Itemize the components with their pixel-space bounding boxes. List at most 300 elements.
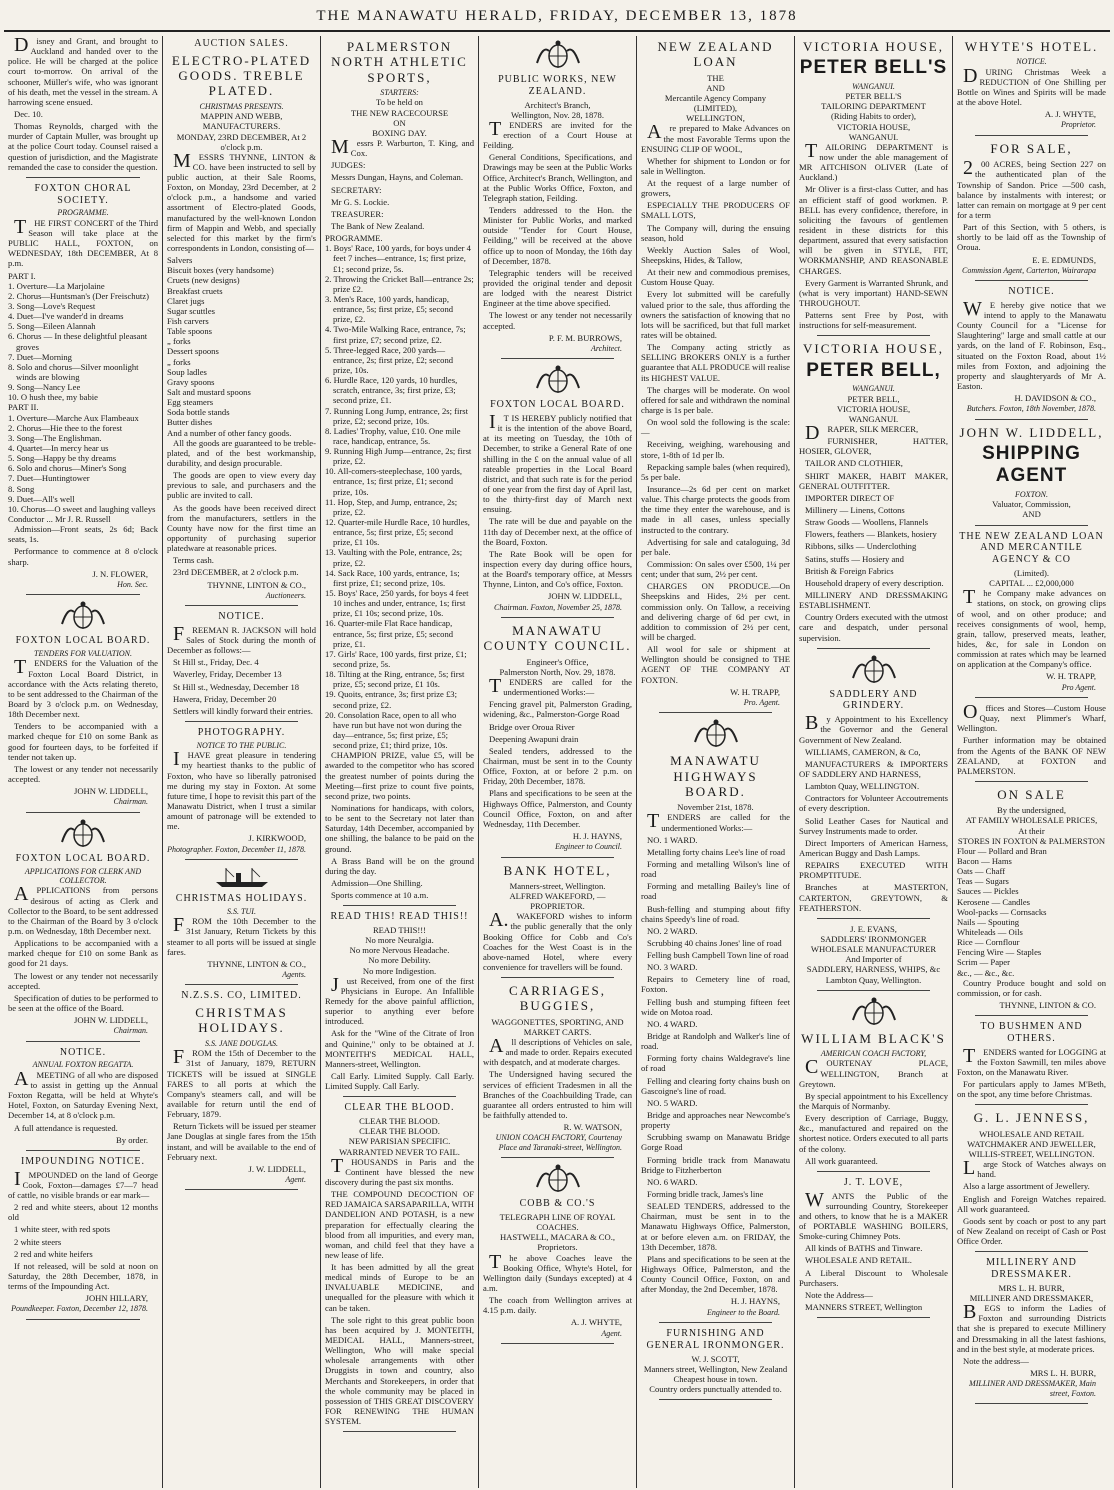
signature: JOHN HILLARY, <box>85 1293 148 1304</box>
paragraph: For particulars apply to James M'Beth, on the spot, any time before Christmas. <box>957 1079 1106 1100</box>
signature-title: Pro Agent. <box>1061 682 1096 692</box>
advertisement-block <box>325 1102 474 1426</box>
advertisement-block <box>957 425 1106 520</box>
advertisement-block <box>957 1110 1106 1246</box>
paragraph: THE COMPOUND DECOCTION OF RED JAMAICA SARSAPARILLA, WITH DANDELION AND POTASH, is a new preparation for effectually clearing the blood from all impurities, and every man, woman, and child feel that they have a new lease of life. <box>325 1189 474 1260</box>
block-subheading: TENDERS FOR VALUATION. <box>34 649 132 659</box>
advertisement-block <box>325 911 474 1091</box>
centered-line: (Riding Habits to order), <box>831 111 916 122</box>
advertisement-block <box>799 39 948 330</box>
block-title: MANAWATU HIGHWAYS BOARD. <box>670 753 761 799</box>
block-title: BANK HOTEL, <box>503 862 612 878</box>
signature-title: Agent. <box>601 1328 622 1338</box>
centered-line: THE <box>707 72 724 83</box>
paragraph: Whether for shipment to London or for sale in Wellington. <box>641 155 790 176</box>
list-item: PROGRAMME. <box>325 233 383 244</box>
centered-line: Manners-street, Wellington. <box>509 880 606 891</box>
block-title: NEW ZEALAND LOAN <box>657 39 774 70</box>
block-heading: TO BUSHMEN AND OTHERS. <box>980 1021 1083 1044</box>
paragraph: The lowest or any tender not necessarily accepted. <box>8 970 158 991</box>
advertisement-block <box>167 990 316 1184</box>
list-item: Butter dishes <box>167 417 213 428</box>
crest-emblem-icon <box>693 718 739 750</box>
list-item: 2. Chorus—Huntsman's (Der Freischutz) <box>8 290 149 301</box>
centered-line: At their <box>1018 825 1045 836</box>
paragraph: Mr Oliver is a first-class Cutter, and has an efficient staff of good workmen. P. BELL has every confidence, therefore, in soliciting the favours of gentlemen resident in these districts for this department, assured that every satisfaction will be given in STYLE, FIT, WORKMANSHIP, AND REASONABLE CHARGES. <box>799 184 948 276</box>
centered-line: WELLINGTON, <box>686 113 745 124</box>
paragraph: 2 red and white steers, about 12 months old <box>8 1202 158 1223</box>
signature: J. KIRKWOOD, <box>248 833 306 844</box>
list-item: 15. Boys' Race, 250 yards, for boys 4 feet 10 inches and under, entrance, 1s; first prize, £1 10s; second prize, 10s. <box>325 588 469 619</box>
paragraph: Solid Leather Cases for Nautical and Survey Instruments made to order. <box>799 815 948 836</box>
paragraph: FROM the 15th of December to the 31st of January, 1879, RETURN TICKETS will be issued at SINGLE FARES to all ports at which the Company's steamers call, and will be available for return until the end of February, 1879. <box>167 1046 316 1120</box>
block-title: WHYTE'S HOTEL. <box>964 39 1099 54</box>
divider-rule <box>26 812 140 813</box>
signature-title: Agent. <box>285 1174 306 1184</box>
paragraph: Plans and specifications to be seen at the Highways Office, Palmerston, and County Council Office, Foxton, on and after Wednesday, 11th December. <box>483 788 632 829</box>
centered-line: CLEAR THE BLOOD. <box>359 1126 440 1137</box>
crest-emblem-icon <box>535 1163 581 1195</box>
advertisement-block <box>957 141 1106 275</box>
paragraph: CHARGES ON PRODUCE.—On Sheepskins and Hides, 2½ per cent. commission only. On Tallow, a receiving and delivering charge of 6d per cwt, in addition to commission of 2½ per cent, will be charged. <box>641 581 790 642</box>
paragraph: TAILOR AND CLOTHIER, <box>805 458 903 469</box>
list-item: 10. O hush thee, my babie <box>8 392 98 403</box>
paragraph: SECRETARY: <box>331 184 382 195</box>
paragraph: IT IS HEREBY publicly notified that it is the intention of the above Board, at its meeting on Tuesday, the 10th of December, to strike a General Rate of one shilling in the £ on the annual value of all rateable properties in the Local Board district, and that such rate is for the period of one year from the first day of April last, to the thirty-first day of March next ensuing. <box>483 411 632 515</box>
list-item: Dessert spoons <box>167 346 219 357</box>
divider-rule <box>185 859 298 860</box>
list-item: Egg steamers <box>167 397 214 408</box>
paragraph: Bridge over Oroua River <box>489 721 575 732</box>
centered-line: THE NEW RACECOURSE <box>350 107 449 118</box>
advertisement-block <box>799 1177 948 1312</box>
signature: W. H. TRAPP, <box>1046 671 1096 682</box>
list-item: 2. Throwing the Cricket Ball—entrance 2s; prize £2. <box>325 273 474 294</box>
list-item: Scrim — Paper <box>957 957 1010 968</box>
paragraph: Scrubbing swamp on Manawatu Bridge Gorge Road <box>641 1132 790 1153</box>
paragraph: Settlers will kindly forward their entries. <box>173 705 313 716</box>
signature: By order. <box>116 1134 148 1145</box>
block-subheading: WANGANUI. <box>852 81 895 91</box>
block-subheading: AMERICAN COACH FACTORY, <box>820 1048 927 1058</box>
list-item: Teas — Sugars <box>957 876 1009 887</box>
block-subheading: FOXTON. <box>1015 489 1048 499</box>
list-item: 14. Sack Race, 100 yards, entrance, 1s; first prize, £1; second prize, 10s. <box>325 567 460 588</box>
centered-line: VICTORIA HOUSE, <box>836 121 911 132</box>
list-item: 3. Song—Love's Request <box>8 300 96 311</box>
centered-line: Manners street, Wellington, New Zealand <box>643 1363 788 1374</box>
divider-rule <box>26 1150 140 1151</box>
paragraph: Specification of duties to be performed to be seen at the office of the Board. <box>8 992 158 1013</box>
paragraph: All wool for sale or shipment at Wellington should be consigned to THE AGENT OF THE COMPANY AT FOXTON. <box>641 644 790 685</box>
advertisement-block <box>957 1257 1106 1398</box>
centered-line: WATCHMAKER AND JEWELLER, <box>967 1138 1096 1149</box>
crest-emblem-icon <box>60 600 106 632</box>
centered-line: WARRANTED NEVER TO FAIL. <box>339 1146 460 1157</box>
list-item: 5. Song—Happy be thy dreams <box>8 453 117 464</box>
advertisement-block <box>8 1156 158 1314</box>
paragraph: Hawera, Friday, December 20 <box>173 693 277 704</box>
centered-line: MAPPIN AND WEBB, MANUFACTURERS. <box>200 111 283 132</box>
list-item: 8. Ladies' Trophy, value, £10. One mile race, handicap, entrance, 5s. <box>325 425 461 446</box>
column-2 <box>162 36 320 1488</box>
signature: A. J. WHYTE, <box>570 1317 622 1328</box>
paragraph: Forming and metalling Bailey's line of road <box>641 881 790 902</box>
signature-title: Chairman. <box>113 1026 148 1036</box>
paragraph: 2 white steers <box>14 1236 62 1247</box>
centered-line: CAPITAL ... £2,000,000 <box>989 578 1074 589</box>
centered-line: Valuator, Commission, <box>992 499 1071 510</box>
paragraph: THOUSANDS in Paris and the Continent have blessed the new discovery during the past six months. <box>325 1154 474 1187</box>
block-subheading: ANNUAL FOXTON REGATTA. <box>32 1060 134 1070</box>
centered-line: WHOLESALE AND RETAIL <box>979 1128 1084 1139</box>
centered-line: WAGGONETTES, SPORTING, AND MARKET CARTS. <box>491 1016 624 1037</box>
divider-rule <box>501 1343 614 1344</box>
centered-line: Country orders punctually attended to. <box>649 1384 782 1395</box>
paragraph: Every lot submitted will be carefully valued prior to the sale, thus affording the owners the satisfaction of knowing that no lots will be sacrificed, but that full market rates will be obtained. <box>641 289 790 341</box>
paragraph: The Rate Book will be open for inspection every day during office hours, at the Board's temporary office, at Messrs Thynne, Linton, and Co's office, Foxton. <box>483 548 632 590</box>
paragraph: Direct Importers of American Harness, American Buggy and Dash Lamps. <box>799 837 948 858</box>
advertisement-block <box>799 654 948 913</box>
block-title: VICTORIA HOUSE, <box>803 341 944 357</box>
centered-line: AND <box>1022 509 1041 520</box>
paragraph: Bush-felling and stumping about fifty chains Speedy's line of road. <box>641 903 790 924</box>
signature: A. J. WHYTE, <box>1044 109 1096 120</box>
divider-rule <box>343 905 456 906</box>
signature-title: Engineer to Council. <box>555 842 622 852</box>
paragraph: COURTENAY PLACE, WELLINGTON, Branch at Greytown. <box>799 1056 948 1089</box>
paragraph: St Hill st., Wednesday, December 18 <box>173 681 300 692</box>
paragraph: Fencing gravel pit, Palmerston Grading, widening, &c., Palmerston-Gorge Road <box>483 699 632 720</box>
centered-line: MRS L. H. BURR, <box>998 1282 1065 1293</box>
paragraph: Receiving, weighing, warehousing and store, 1-8th of 1d per lb. <box>641 439 790 460</box>
advertisement-block <box>957 1021 1106 1099</box>
paragraph: The lowest or any tender not necessarily accepted. <box>483 310 632 331</box>
paragraph: Admission—One Shilling. <box>331 877 423 888</box>
divider-rule <box>501 977 614 978</box>
divider-rule <box>501 358 614 359</box>
paragraph: NO. 5 WARD. <box>647 1097 698 1108</box>
block-subheading: NOTICE TO THE PUBLIC. <box>196 740 287 750</box>
block-heading: COBB & CO.'S <box>519 1198 596 1210</box>
list-item: Breakfast cruets <box>167 285 223 296</box>
signature: H. J. HAYNS, <box>572 830 622 841</box>
list-item: 6. Solo and chorus—Miner's Song <box>8 463 127 474</box>
list-item: 12. Quarter-mile Hurdle Race, 10 hurdles, entrance, 5s; first prize, £5; second prize, £1 10s. <box>325 517 470 548</box>
advertisement-block <box>483 364 632 612</box>
advertisement-block <box>167 727 316 854</box>
paragraph: General Conditions, Specifications, and Drawings may be seen at the Public Works Office, Architect's Branch, Wellington, and at the Public Works Office, Foxton, and Telegraph station, Feilding. <box>483 152 632 203</box>
signature-title: Chairman. <box>113 797 148 807</box>
advertisement-block <box>167 38 316 600</box>
paragraph: FURNISHER, HATTER, HOSIER, GLOVER, <box>799 436 948 457</box>
paragraph: 200 ACRES, being Section 227 on the authenticated plan of the Township of Sandon. Price —500 cash, balance by instalments with interest; or latter can remain on mortgage at 9 per cent for a term <box>957 157 1106 220</box>
divider-rule <box>659 1322 772 1323</box>
paragraph: Tenders addressed to the Hon. the Minister for Public Works, and marked outside "Tender for Court House, Feilding," will be received at the above office up to noon of Monday, the 16th day of December, 1878. <box>483 205 632 266</box>
paragraph: SEALED TENDERS, addressed to the Chairman, must be sent in to the Manawatu Highways Office, Palmerston, at or before eleven a.m. on FRIDAY, the 13th December, 1878. <box>641 1201 790 1252</box>
list-item: Salvers <box>167 255 193 266</box>
advertisement-block <box>957 286 1106 414</box>
block-heading: READ THIS! READ THIS!! <box>330 911 469 923</box>
advertisement-block <box>483 623 632 851</box>
paragraph: IMPORTER DIRECT OF <box>805 492 895 503</box>
list-item: PART II. <box>8 402 39 413</box>
advertisement-block <box>167 865 316 979</box>
paragraph: Forming bridle track from Manawatu Bridge to Fitzherberton <box>641 1154 790 1175</box>
paragraph: Waverley, Friday, December 13 <box>173 669 282 680</box>
divider-rule <box>26 1319 140 1320</box>
paragraph: Disney and Grant, and brought to Auckland and handed over to the police. He will be charged at the police court to-morrow. On arrival of the schooner, Müller's wife, who was ignorant of his death, met the vessel in the stream. A harrowing scene ensued. <box>8 36 158 107</box>
signature: JOHN W. LIDDELL, <box>548 591 622 602</box>
paragraph: At their new and commodious premises, Custom House Quay. <box>641 267 790 288</box>
signature: R. W. WATSON, <box>563 1122 622 1133</box>
paragraph: Note the Address— <box>805 1289 873 1300</box>
paragraph: Thomas Reynolds, charged with the murder of Captain Muller, was brought up at the police Court today. Counsel raised a question of jurisdiction, and the Magistrate remanded the case to consider the question. <box>8 121 158 172</box>
paragraph: By Appointment to his Excellency the Governor and the General Government of New Zealand. <box>799 712 948 745</box>
paragraph: WHOLESALE AND RETAIL. <box>805 1255 912 1266</box>
masthead-rule <box>4 30 1110 32</box>
list-item: 7. Running Long Jump, entrance, 2s; first prize, £2; second prize, 10s. <box>325 405 468 426</box>
list-item: 8. Solo and chorus—Silver moonlight winds are blowing <box>8 361 139 382</box>
centered-line: ALFRED WAKEFORD, — PROPRIETOR. <box>509 890 606 912</box>
paragraph: On wool sold the following is the scale:— <box>641 417 790 438</box>
columns <box>4 36 1110 1488</box>
column-5 <box>636 36 794 1488</box>
advertisement-block <box>799 996 948 1166</box>
list-item: Whiteleads — Oils <box>957 926 1023 937</box>
signature: THYNNE, LINTON & CO. <box>999 999 1096 1010</box>
block-subheading: CHRISTMAS PRESENTS. <box>199 101 284 111</box>
centered-line: Palmerston North, Nov. 29, 1878. <box>499 666 616 677</box>
paragraph: Ask for the "Wine of the Citrate of Iron and Quinine," only to be obtained at J. MONTEITH'S MEDICAL HALL, Manners-street, Wellington. <box>325 1028 474 1069</box>
block-subheading: APPLICATIONS FOR CLERK AND COLLECTOR. <box>24 866 142 885</box>
centered-line: And Importer of <box>845 954 902 965</box>
block-heading: NOTICE. <box>218 611 265 623</box>
list-item: „ forks <box>167 336 191 347</box>
paragraph: 23rd DECEMBER, at 2 o'clock p.m. <box>173 567 299 578</box>
divider-rule <box>817 335 930 336</box>
paragraph: Goods sent by coach or post to any part of New Zealand on receipt of Cash or Post Office Order. <box>957 1215 1106 1247</box>
list-item: Wool-packs — Cornsacks <box>957 906 1047 917</box>
centered-line: TELEGRAPH LINE OF ROYAL COACHES. <box>499 1211 616 1233</box>
centered-line: STORES IN FOXTON & PALMERSTON <box>957 835 1106 846</box>
centered-line: PETER BELL'S <box>845 91 902 102</box>
paragraph: Forming and metalling Wilson's line of road <box>641 858 790 880</box>
paragraph: FREEMAN R. JACKSON will hold Sales of Stock during the month of December as follows:— <box>167 622 316 656</box>
display-title: SHIPPING AGENT <box>982 443 1081 487</box>
paragraph: Applications to be accompanied with a marked cheque for £10 on some Bank as good for 21 days. <box>8 938 158 969</box>
list-item: Oats — Chaff <box>957 866 1006 877</box>
block-title: G. L. JENNESS, <box>973 1110 1090 1126</box>
paragraph: Note the address— <box>963 1355 1029 1366</box>
column-1 <box>4 36 162 1488</box>
paragraph: Branches at MASTERTON, CARTERTON, GREYTOWN, & FEATHERSTON. <box>799 882 948 913</box>
paragraph: Sports commence at 10 a.m. <box>331 890 429 901</box>
list-item: Sugar scuttles <box>167 305 215 316</box>
divider-rule <box>975 525 1088 526</box>
advertisement-block <box>8 36 158 172</box>
signature: E. E. EDMUNDS, <box>1032 254 1096 265</box>
signature: H. J. HAYNS, <box>730 1296 780 1307</box>
centered-line: WILLIS-STREET, WELLINGTON. <box>968 1148 1095 1159</box>
block-subheading: S.S. JANE DOUGLAS. <box>204 1038 279 1048</box>
paragraph: All kinds of BATHS and Tinware. <box>805 1243 923 1254</box>
display-title: PETER BELL, <box>806 359 941 381</box>
paragraph: TENDERS are called for the undermentioned Works:— <box>647 810 790 833</box>
steamship-icon <box>212 865 272 889</box>
paragraph: ESPECIALLY THE PRODUCERS OF SMALL LOTS, <box>641 200 790 221</box>
list-item: &c., — &c., &c. <box>957 967 1015 978</box>
paragraph: FROM the 10th December to the 31st January, Return Tickets by this steamer to all ports will be issued at single fares. <box>167 914 316 957</box>
paragraph: The Bank of New Zealand. <box>331 220 425 231</box>
divider-rule <box>817 990 930 991</box>
block-title: CHRISTMAS HOLIDAYS. <box>195 1005 288 1036</box>
block-subheading: S.S. TUI. <box>227 906 256 916</box>
divider-rule <box>501 1157 614 1158</box>
paragraph: The Company acting strictly as SELLING BROKERS ONLY is a further guarantee that ALL PRODUCE will realise its HIGHEST VALUE. <box>641 342 790 383</box>
paragraph: Further information may be obtained from the Agents of the BANK OF NEW ZEALAND, at FOXTON and PALMERSTON. <box>957 735 1106 776</box>
centered-line: (LIMITED), <box>693 103 738 114</box>
advertisement-block <box>483 39 632 353</box>
paragraph: Also a large assortment of Jewellery. <box>963 1181 1090 1192</box>
paragraph: A Brass Band will be on the ground during the day. <box>325 855 474 876</box>
block-heading: FOXTON LOCAL BOARD. <box>15 635 151 647</box>
advertisement-block <box>8 818 158 1036</box>
centered-line: Wellington, Nov. 28, 1878. <box>510 109 605 120</box>
centered-line: WANGANUI. <box>848 131 899 142</box>
paragraph: A full attendance is requested. <box>14 1122 118 1133</box>
list-item: „ forks <box>167 356 191 367</box>
paragraph: Advertising for sale and cataloguing, 3d per bale. <box>641 536 790 557</box>
signature-title: Butchers. Foxton, 18th November, 1878. <box>966 404 1096 414</box>
paragraph: Messrs Dungan, Hayns, and Coleman. <box>331 172 463 183</box>
divider-rule <box>975 1104 1088 1105</box>
block-subheading: STARTERS: <box>380 87 419 97</box>
crest-emblem-icon <box>851 996 897 1028</box>
paragraph: MESSRS THYNNE, LINTON & CO. have been instructed to sell by public auction, at their Sale Rooms, Foxton, on Monday, 23rd December, at 2 o'clock p.m., a handsome and varied assortment of Electro-plated Goods, manufactured by the well-known London firm of Mappin and Webb, and specially selected for this market by the firm's correspondents in London, consisting of— <box>167 149 316 254</box>
centered-line: Mercantile Agency Company <box>664 92 767 103</box>
list-item: Bacon — Hams <box>957 855 1012 866</box>
paragraph: Forming bridle track, James's line <box>647 1189 764 1200</box>
centered-line: To be held on <box>376 97 423 108</box>
block-title: CARRIAGES, BUGGIES, <box>509 983 606 1014</box>
paragraph: The sole right to this great public boon has been acquired by J. MONTEITH, MEDICAL HALL, Manners-street, Wellington, Who will make special wholesale arrangements with other Druggists in town and country, also Merchants and Storekeepers, in order that the whole community may be placed in possession of THIS GREAT DISCOVERY FOR RENEWING THE HUMAN SYSTEM. <box>325 1314 474 1427</box>
paragraph: NO. 4 WARD. <box>647 1018 698 1029</box>
signature-title: Pro. Agent. <box>743 697 780 707</box>
advertisement-block <box>325 39 474 900</box>
paragraph: The Company make advances on stations, on stock, on growing clips of wool, and on other produce; and receives consignments of wool, hemp, grain, tallow, preserved meats, leather, hides, &c, for sale in London on commission at rates which may be learned on application at the Company's office. <box>957 586 1106 670</box>
paragraph: Bridge at Randolph and Walker's line of road. <box>641 1031 790 1052</box>
list-item: PART I. <box>8 270 36 281</box>
paragraph: IHAVE great pleasure in tendering my heartiest thanks to the public of Foxton, who have so liberally patronised me during my stay in Foxton. At some future time, I hope to revisit this part of the Manawatu District, when I trust a similar amount of patronage will be extended to me. <box>167 748 316 832</box>
divider-rule <box>975 1403 1088 1404</box>
centered-line: Engineer's Office, <box>526 656 589 667</box>
list-item: 3. Men's Race, 100 yards, handicap, entrance, 5s; first prize, £5; second prize, £2. <box>325 293 454 325</box>
column-7 <box>952 36 1110 1488</box>
paragraph: At the request of a large number of growers, <box>641 178 790 199</box>
advertisement-block <box>8 600 158 807</box>
paragraph: The charges will be moderate. On wool offered for sale and withdrawn the nominal charge is 1s per bale. <box>641 384 790 416</box>
paragraph: AMEETING of all who are disposed to assist in getting up the Annual Foxton Regatta, will be held at Whyte's Hotel, Foxton, on Saturday Evening Next, December 14, at 8 o'clock p.m. <box>8 1067 158 1121</box>
block-heading: CLEAR THE BLOOD. <box>344 1102 455 1114</box>
list-item: Fish carvers <box>167 316 209 327</box>
paragraph: Straw Goods — Woollens, Flannels <box>805 517 929 528</box>
list-item: 19. Quoits, entrance, 3s; first prize £3; second prize, £2. <box>325 689 457 710</box>
divider-rule <box>185 984 298 985</box>
block-title: ELECTRO-PLATED GOODS. TREBLE PLATED. <box>171 52 312 99</box>
paragraph: Felling bush and stumping fifteen feet wide on Motoa road. <box>641 996 790 1017</box>
block-heading: J. T. LOVE, <box>843 1176 904 1188</box>
list-item: 1. Overture—Marche Aux Flambeaux <box>8 412 139 423</box>
signature: THYNNE, LINTON & CO., <box>207 958 306 969</box>
list-item: Conductor ... Mr J. R. Russell <box>8 513 111 524</box>
paragraph: NO. 3 WARD. <box>647 962 698 973</box>
block-heading: PHOTOGRAPHY. <box>197 727 286 739</box>
paragraph: Lambton Quay, WELLINGTON. <box>805 781 920 792</box>
list-item: Salt and mustard spoons <box>167 387 251 398</box>
paragraph: WE hereby give notice that we intend to apply to the Manawatu County Council for a "License for Slaughtering" large and small cattle at our yards, on the land of F. Robinson, Esq., situated on the Foxton Road, about 1½ miles from Foxton, and adjoining the property and slaughteryards of Mr A. Easton. <box>957 297 1106 391</box>
centered-line: Cheapest house in town. <box>673 1373 758 1384</box>
signature-title: UNION COACH FACTORY, Courtenay Place and Taranaki-street, Wellington. <box>495 1133 622 1152</box>
centered-line: By the undersigned, <box>997 805 1066 816</box>
centered-line: (Limited). <box>1013 567 1050 578</box>
list-item: Fencing Wire — Staples <box>957 947 1042 958</box>
centered-line: WANGANUI. <box>848 413 899 424</box>
block-heading: THE NEW ZEALAND LOAN AND MERCANTILE AGENCY & CO <box>959 530 1104 566</box>
list-item: 5. Song—Eileen Alannah <box>8 321 96 332</box>
paragraph: IMPOUNDED on the land of George Cook, Foxton—damages £7—7 head of cattle, no visible brands or ear mark— <box>8 1167 158 1200</box>
crest-emblem-icon <box>60 818 106 850</box>
paragraph: As the goods have been received direct from the manufacturers, settlers in the County have now for the first time an opportunity of purchasing superior platedware at reasonable prices. <box>167 502 316 554</box>
divider-rule <box>26 594 140 595</box>
paragraph: Every description of Carriage, Buggy, &c., manufactured and repaired on the shortest notice. Orders executed to all parts of the colony. <box>799 1113 948 1154</box>
list-item: 8. Song <box>8 483 35 494</box>
divider-rule <box>501 617 614 618</box>
list-item: 6. Hurdle Race, 120 yards, 10 hurdles, scratch, entrance, 3s; first prize, £3; second prize, £1. <box>325 375 458 406</box>
block-title: JOHN W. LIDDELL, <box>959 424 1104 440</box>
signature-title: MILLINER AND DRESSMAKER, Main street, Foxton. <box>969 1379 1096 1398</box>
signature-title: Architect. <box>590 343 622 353</box>
block-heading: N.Z.S.S. CO, LIMITED. <box>181 990 302 1002</box>
divider-rule <box>975 1015 1088 1016</box>
divider-rule <box>975 781 1088 782</box>
column-6 <box>794 36 952 1488</box>
centered-line: HASTWELL, MACARA & CO., Proprietors. <box>499 1232 616 1253</box>
divider-rule <box>659 712 772 713</box>
list-item: Rice — Cornflour <box>957 937 1020 948</box>
advertisement-block <box>957 787 1106 1010</box>
centered-line: READ THIS!!! <box>372 925 427 936</box>
list-item: 18. Tilting at the Ring, entrance, 5s; first prize, £5; second prize, £1 10s. <box>325 669 465 690</box>
centered-line: SADDLERS' IRONMONGER <box>820 933 927 944</box>
signature: H. DAVIDSON & CO., <box>1014 393 1096 404</box>
centered-line: No more Nervous Headache. <box>349 945 450 956</box>
advertisement-block <box>8 1047 158 1145</box>
centered-line: NEW PARISIAN SPECIFIC. <box>348 1136 451 1147</box>
paragraph: English and Foreign Watches repaired. All work guaranteed. <box>957 1193 1106 1214</box>
paragraph: Insurance—2s 6d per cent on market value. This charge protects the goods from the time they enter the warehouse, and is made in all cases, unless specially instructed to the contrary. <box>641 484 790 535</box>
column-3 <box>320 36 478 1488</box>
divider-rule <box>817 1171 930 1172</box>
advertisement-block <box>799 341 948 642</box>
paragraph: Part of this Section, with 5 others, is shortly to be laid off as the Township of Oroua. <box>957 222 1106 253</box>
advertisement-block <box>957 39 1106 130</box>
paragraph: Repacking sample bales (when required), 5s per bale. <box>641 461 790 482</box>
block-heading: FOXTON CHORAL SOCIETY. <box>34 182 132 206</box>
advertisement-block <box>483 863 632 973</box>
list-item: 3. Song—The Englishman. <box>8 432 102 443</box>
paragraph: Offices and Stores—Custom House Quay, next Plimmer's Wharf, Wellington. <box>957 700 1106 734</box>
